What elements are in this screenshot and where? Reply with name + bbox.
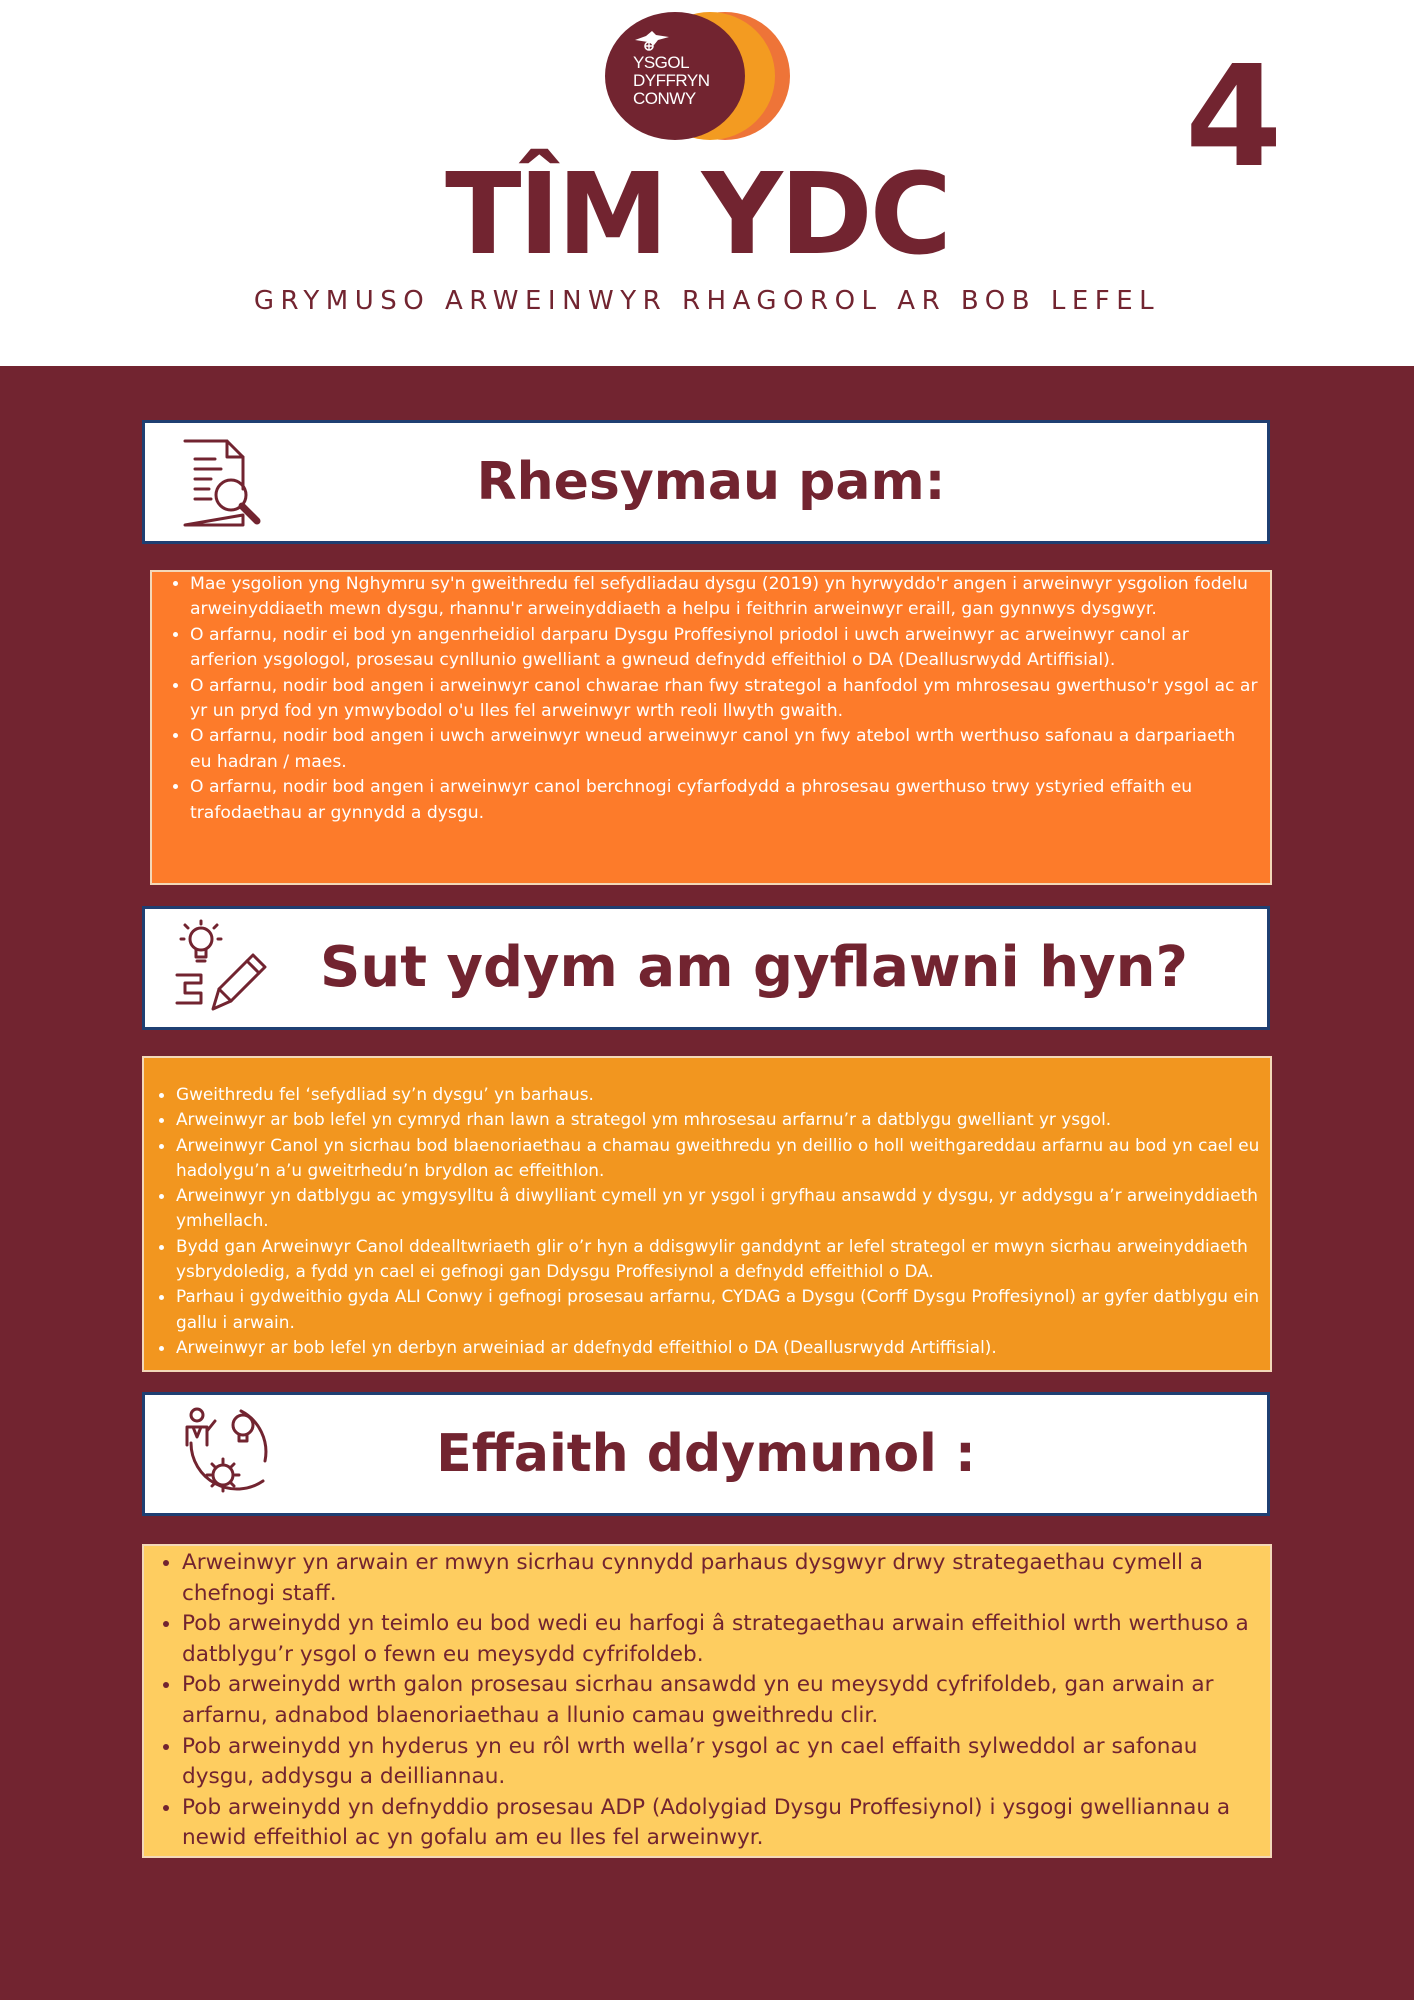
- list-item: • O arfarnu, nodir bod angen i uwch arweinwyr wneud arweinwyr canol yn fwy atebol wrth werthuso safonau a darpariaeth eu hadran / maes.: [190, 724, 1260, 775]
- page-number: 4: [1185, 36, 1283, 199]
- list-item: • O arfarnu, nodir ei bod yn angenrheidiol darparu Dysgu Proffesiynol priodol i uwch arweinwyr ac arweinwyr canol ar arferion ysgologol, prosesau cynllunio gwelliant a gwneud defnydd effeithiol o DA (Deallusrwydd Artiffisial).: [190, 623, 1260, 674]
- idea-pencil-icon: [171, 917, 275, 1021]
- list-item: • Arweinwyr yn datblygu ac ymgysylltu â diwylliant cymell yn yr ysgol i gryfhau ansawdd y dysgu, yr addysgu a’r arweinyddiaeth ymhellach.: [176, 1183, 1260, 1234]
- bird-icon: [632, 28, 672, 52]
- page-title: [0, 150, 1414, 280]
- list-item: • Gweithredu fel ‘sefydliad sy’n dysgu’ yn barhaus.: [176, 1082, 1260, 1107]
- section-banner-impact: [142, 1392, 1270, 1516]
- list-item: • Arweinwyr ar bob lefel yn derbyn arweiniad ar ddefnydd effeithiol o DA (Deallusrwydd Artiffisial).: [176, 1335, 1260, 1360]
- page-header: [0, 0, 1414, 366]
- logo-line: DYFFRYN: [633, 71, 710, 90]
- section-list-how: [142, 1056, 1272, 1372]
- list-item: • O arfarnu, nodir bod angen i arweinwyr canol chwarae rhan fwy strategol a hanfodol ym mhrosesau gwerthuso'r ysgol ac ar yr un pryd fod yn ymwybodol o'u lles fel arweinwyr wrth reoli llwyth gwaith.: [190, 674, 1260, 725]
- list-item: • Arweinwyr ar bob lefel yn cymryd rhan lawn a strategol ym mhrosesau arfarnu’r a datblygu gwelliant yr ysgol.: [176, 1107, 1260, 1132]
- section-list-reasons: [150, 570, 1272, 885]
- list-item: • O arfarnu, nodir bod angen i arweinwyr canol berchnogi cyfarfodydd a phrosesau gwerthuso trwy ystyried effaith eu trafodaethau ar gynnydd a dysgu.: [190, 775, 1260, 826]
- list-item: • Mae ysgolion yng Nghymru sy'n gweithredu fel sefydliadau dysgu (2019) yn hyrwyddo'r angen i arweinwyr ysgolion fodelu arweinyddiaeth mewn dysgu, rhannu'r arweinyddiaeth a helpu i feithrin arweinwyr eraill, gan gynnwys dysgwyr.: [190, 572, 1260, 623]
- logo-line: YSGOL: [633, 53, 690, 72]
- list-item: • Bydd gan Arweinwyr Canol ddealltwriaeth glir o’r hyn a ddisgwylir ganddynt ar lefel strategol er mwyn sicrhau arweinyddiaeth ysbrydoledig, a fydd yn cael ei gefnogi gan Ddysgu Proffesiynol a defnydd effeithiol o DA.: [176, 1234, 1260, 1285]
- list-item: • Parhau i gydweithio gyda ALI Conwy i gefnogi prosesau arfarnu, CYDAG a Dysgu (Corff Dysgu Proffesiynol) ar gyfer datblygu ein gallu i arwain.: [176, 1284, 1260, 1335]
- list-item: • Arweinwyr Canol yn sicrhau bod blaenoriaethau a chamau gweithredu yn deillio o holl weithgareddau arfarnu au bod yn cael eu hadolygu’n a’u gweitrhedu’n brydlon ac effeithlon.: [176, 1133, 1260, 1184]
- section-title: Effaith ddymunol :: [436, 1424, 976, 1484]
- section-banner-reasons: [142, 420, 1270, 544]
- logo-text: [633, 54, 709, 108]
- section-title: Sut ydym am gyflawni hyn?: [320, 935, 1188, 1000]
- list-item: • Arweinwyr yn arwain er mwyn sicrhau cynnydd parhaus dysgwyr drwy strategaethau cymell a chefnogi staff.: [182, 1548, 1260, 1609]
- page-title-text: TÎM YDC: [445, 150, 949, 280]
- section-banner-how: [142, 906, 1270, 1030]
- list-item: • Pob arweinydd yn defnyddio prosesau ADP (Adolygiad Dysgu Proffesiynol) i ysgogi gwelliannau a newid effeithiol ac yn gofalu am eu lles fel arweinwyr.: [182, 1793, 1260, 1854]
- logo-line: CONWY: [633, 89, 696, 108]
- page-subtitle: GRYMUSO ARWEINWYR RHAGOROL AR BOB LEFEL: [253, 286, 1161, 316]
- list-item: • Pob arweinydd wrth galon prosesau sicrhau ansawdd yn eu meysydd cyfrifoldeb, gan arwain ar arfarnu, adnabod blaenoriaethau a llunio camau gweithredu clir.: [182, 1670, 1260, 1731]
- list-item: • Pob arweinydd yn hyderus yn eu rôl wrth wella’r ysgol ac yn cael effaith sylweddol ar safonau dysgu, addysgu a deilliannau.: [182, 1732, 1260, 1793]
- section-list-impact: [142, 1544, 1272, 1858]
- section-title: Rhesymau pam:: [476, 452, 946, 512]
- school-logo: [605, 12, 790, 140]
- list-item: • Pob arweinydd yn teimlo eu bod wedi eu harfogi â strategaethau arwain effeithiol wrth werthuso a datblygu’r ysgol o fewn eu meysydd cyfrifoldeb.: [182, 1609, 1260, 1670]
